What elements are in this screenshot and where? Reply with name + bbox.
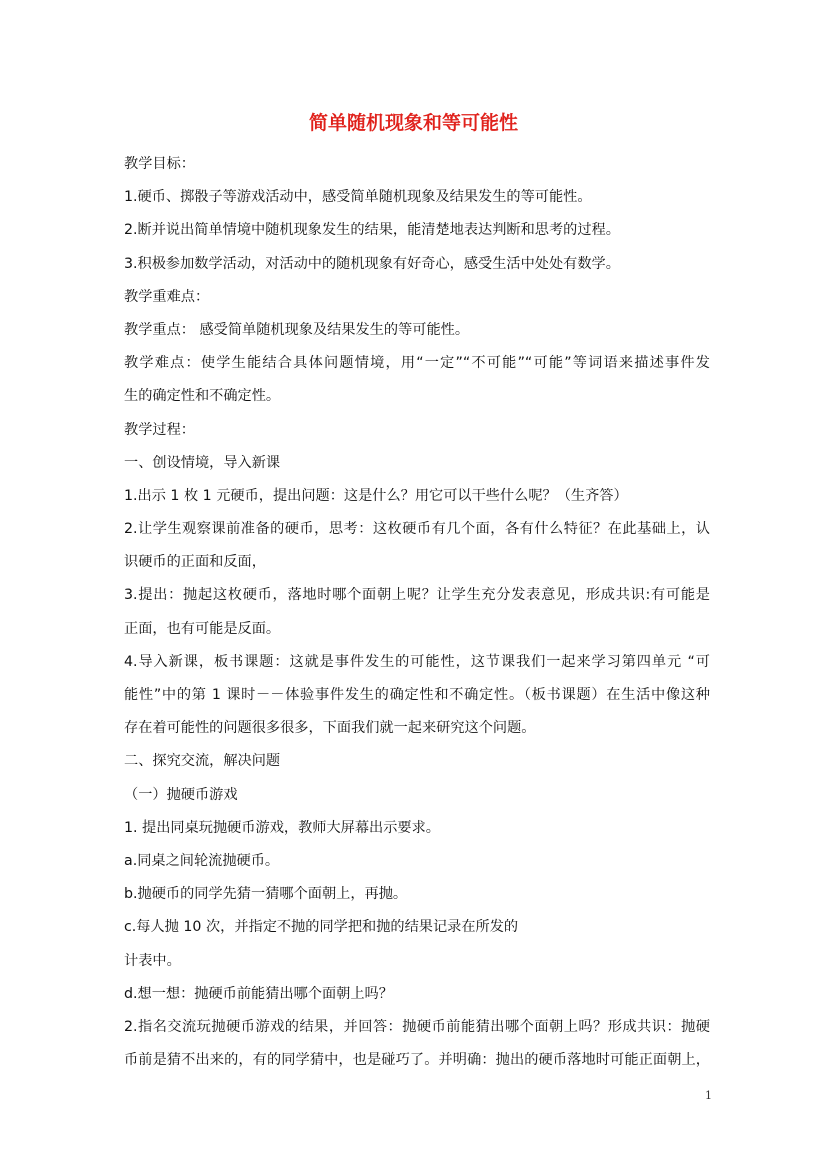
document-title: 简单随机现象和等可能性 — [308, 112, 518, 134]
text-line: 识硬币的正面和反面， — [124, 554, 266, 571]
text-line: 4.导入新课，板书课题：这就是事件发生的可能性，这节课我们一起来学习第四单元 “可 — [124, 653, 710, 670]
text-line: 1.出示 1 枚 1 元硬币，提出问题：这是什么？用它可以干些什么呢？（生齐答） — [124, 487, 628, 504]
text-line: 2.断并说出简单情境中随机现象发生的结果，能清楚地表达判断和思考的过程。 — [124, 222, 620, 239]
text-line: 教学过程： — [124, 421, 195, 438]
text-line: a.同桌之间轮流抛硬币。 — [124, 852, 280, 869]
text-line: 计表中。 — [124, 952, 181, 969]
text-line: 2.指名交流玩抛硬币游戏的结果，并回答：抛硬币前能猜出哪个面朝上吗？形成共识：抛硬 — [124, 1018, 710, 1035]
text-line: 3.提出：抛起这枚硬币，落地时哪个面朝上呢？让学生充分发表意见，形成共识:有可能是 — [124, 587, 710, 604]
text-line: 3.积极参加数学活动，对活动中的随机现象有好奇心，感受生活中处处有数学。 — [124, 255, 620, 272]
text-line: 1. 提出同桌玩抛硬币游戏，教师大屏幕出示要求。 — [124, 819, 440, 836]
text-line: 能性”中的第 1 课时－－体验事件发生的确定性和不确定性。（板书课题）在生活中像这种 — [124, 687, 710, 703]
text-line: c.每人抛 10 次，并指定不抛的同学把和抛的结果记录在所发的 — [124, 919, 519, 936]
document-body — [124, 148, 710, 1077]
text-line: 存在着可能性的问题很多很多，下面我们就一起来研究这个问题。 — [124, 720, 536, 737]
text-line: （一）抛硬币游戏 — [124, 786, 238, 803]
text-line: 教学重难点： — [124, 288, 210, 305]
text-line: 正面，也有可能是反面。 — [124, 620, 281, 637]
text-line: 教学目标： — [124, 156, 195, 172]
text-line: b.抛硬币的同学先猜一猜哪个面朝上，再抛。 — [124, 886, 408, 903]
page-number: 1 — [705, 1089, 712, 1102]
text-line: 教学重点： 感受简单随机现象及结果发生的等可能性。 — [124, 321, 470, 338]
text-line: 生的确定性和不确定性。 — [124, 388, 281, 405]
text-line: d.想一想：抛硬币前能猜出哪个面朝上吗？ — [124, 985, 393, 1002]
text-line: 教学难点：使学生能结合具体问题情境，用“一定”“不可能”“可能”等词语来描述事件发 — [124, 355, 710, 372]
text-line: 二、探究交流，解决问题 — [124, 753, 281, 770]
text-line: 2.让学生观察课前准备的硬币，思考：这枚硬币有几个面，各有什么特征？在此基础上，认 — [124, 521, 710, 538]
text-line: 一、创设情境，导入新课 — [124, 454, 281, 471]
text-line: 币前是猜不出来的，有的同学猜中，也是碰巧了。并明确：抛出的硬币落地时可能正面朝上， — [124, 1052, 710, 1069]
text-line: 1.硬币、掷骰子等游戏活动中，感受简单随机现象及结果发生的等可能性。 — [124, 189, 592, 206]
